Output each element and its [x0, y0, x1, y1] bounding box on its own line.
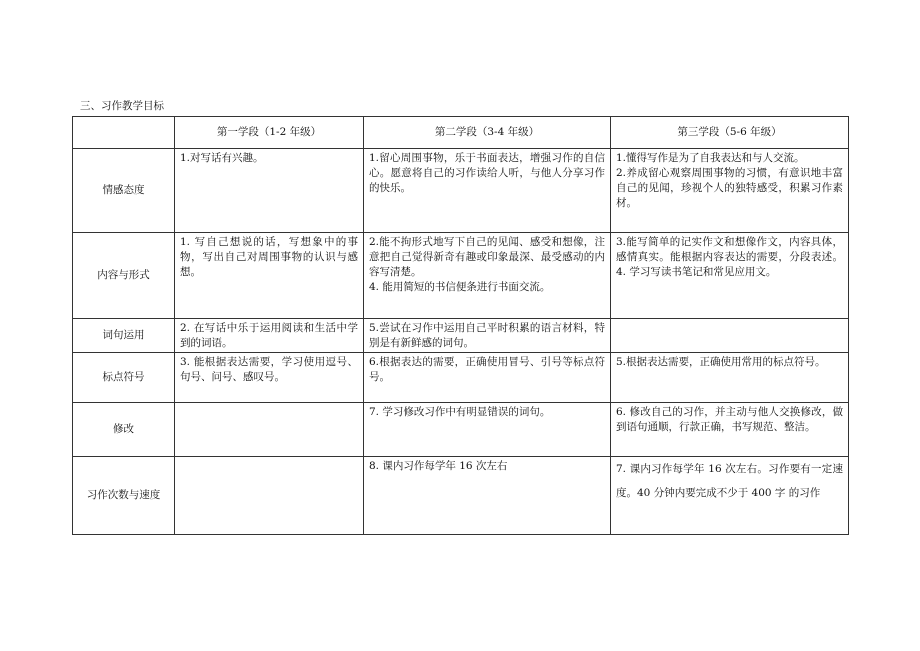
column-header-stage-2: 第二学段（3-4 年级）: [364, 117, 611, 149]
row-header-emotion-attitude: 情感态度: [73, 149, 175, 233]
cell-text: 5.根据表达需要，正确使用常用的标点符号。: [616, 356, 826, 368]
cell-content-stage-2: [364, 233, 611, 319]
cell-emotion-stage-3: [611, 149, 849, 233]
header-row: [73, 117, 849, 149]
cell-freq-stage-3: [611, 457, 849, 535]
cell-text: 2. 在写话中乐于运用阅读和生活中学到的词语。: [180, 322, 358, 349]
row-header-frequency-speed: 习作次数与速度: [73, 457, 175, 535]
table-row: [73, 319, 849, 353]
cell-text: 1.懂得写作是为了自我表达和与人交流。: [616, 152, 805, 164]
cell-text: 3. 能根据表达需要，学习使用逗号、句号、问号、感叹号。: [180, 356, 358, 383]
cell-text: 1.留心周围事物，乐于书面表达，增强习作的自信心。愿意将自己的习作读给人听，与他人分享习作的快乐。: [369, 152, 605, 194]
cell-words-stage-1: [175, 319, 364, 353]
cell-punct-stage-3: [611, 353, 849, 403]
cell-text: 2.能不拘形式地写下自己的见闻、感受和想像，注意把自己觉得新奇有趣或印象最深、最受感动的内容写清楚。: [369, 236, 605, 278]
writing-goals-table: [72, 116, 849, 535]
cell-words-stage-3: [611, 319, 849, 353]
cell-text: 5.尝试在习作中运用自己平时积累的语言材料，特别是有新鲜感的词句。: [369, 322, 605, 349]
cell-text: 7. 课内习作每学年 16 次左右。习作要有一定速度。40 分钟内要完成不少于 400 字 的习作: [616, 463, 843, 499]
row-header-punctuation: 标点符号: [73, 353, 175, 403]
table-row: [73, 233, 849, 319]
cell-text: 6.根据表达的需要，正确使用冒号、引号等标点符号。: [369, 356, 605, 383]
cell-text: 4. 能用简短的书信便条进行书面交流。: [369, 281, 551, 293]
cell-text: 8. 课内习作每学年 16 次左右: [369, 460, 508, 472]
cell-text: 6. 修改自己的习作，并主动与他人交换修改，做到语句通顺，行款正确，书写规范、整洁。: [616, 406, 843, 433]
cell-text: 1. 写自己想说的话，写想象中的事物，写出自己对周围事物的认识与感想。: [180, 236, 358, 278]
cell-text: 1.对写话有兴趣。: [180, 152, 264, 164]
cell-text: 3.能写简单的记实作文和想像作文，内容具体，感情真实。能根据内容表达的需要，分段表述。4. 学习写读书笔记和常见应用文。: [616, 236, 843, 278]
cell-emotion-stage-1: [175, 149, 364, 233]
cell-revise-stage-2: [364, 403, 611, 457]
column-header-stage-3: 第三学段（5-6 年级）: [611, 117, 849, 149]
table-row: [73, 149, 849, 233]
cell-freq-stage-2: [364, 457, 611, 535]
table-row: [73, 353, 849, 403]
row-header-revision: 修改: [73, 403, 175, 457]
section-title: 三、习作教学目标: [80, 100, 164, 112]
corner-cell: [73, 117, 175, 149]
table-row: [73, 403, 849, 457]
cell-emotion-stage-2: [364, 149, 611, 233]
table-row: [73, 457, 849, 535]
cell-content-stage-3: [611, 233, 849, 319]
cell-punct-stage-1: [175, 353, 364, 403]
cell-text: 7. 学习修改习作中有明显错误的词句。: [369, 406, 551, 418]
cell-words-stage-2: [364, 319, 611, 353]
row-header-content-form: 内容与形式: [73, 233, 175, 319]
cell-punct-stage-2: [364, 353, 611, 403]
cell-freq-stage-1: [175, 457, 364, 535]
cell-revise-stage-3: [611, 403, 849, 457]
cell-revise-stage-1: [175, 403, 364, 457]
row-header-word-sentence: 词句运用: [73, 319, 175, 353]
column-header-stage-1: 第一学段（1-2 年级）: [175, 117, 364, 149]
cell-content-stage-1: [175, 233, 364, 319]
cell-text: 2.养成留心观察周围事物的习惯，有意识地丰富自己的见闻，珍视个人的独特感受，积累习作素材。: [616, 167, 843, 209]
